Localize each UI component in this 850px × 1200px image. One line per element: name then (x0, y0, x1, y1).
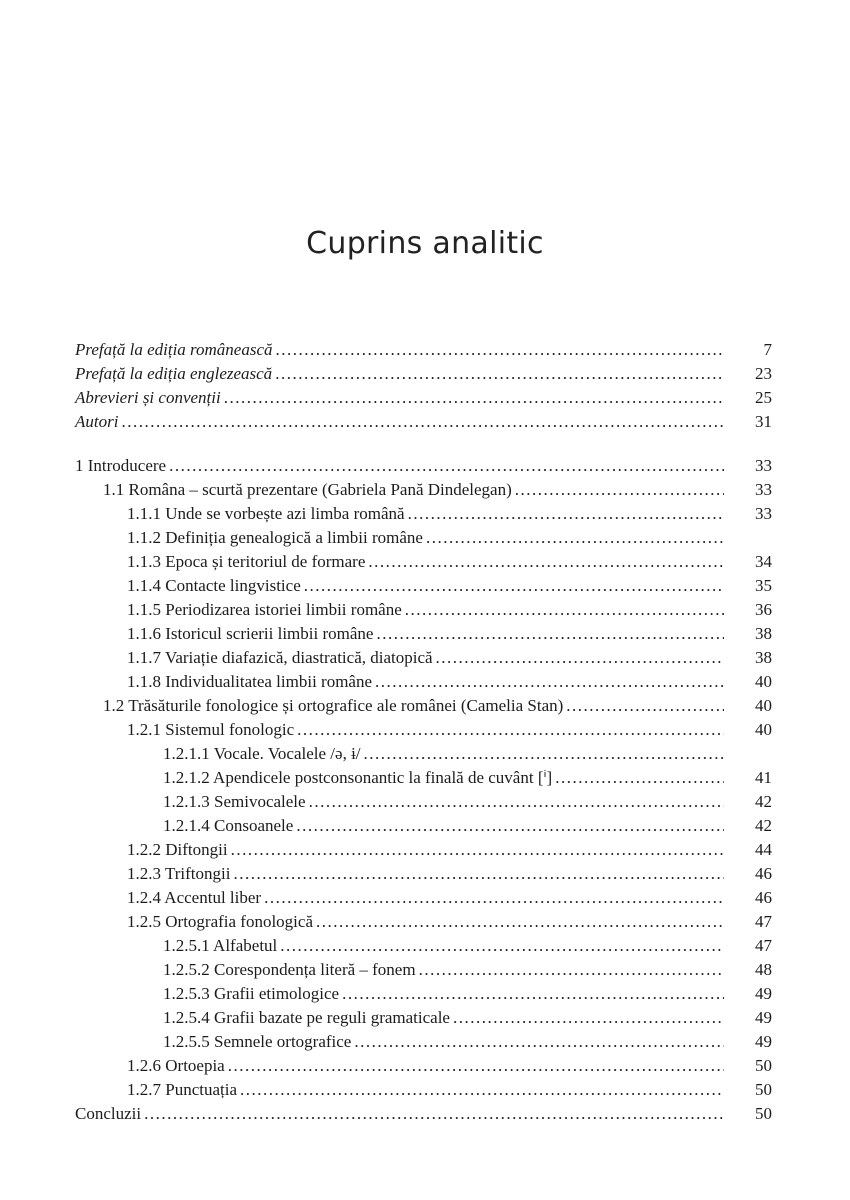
dot-leader (364, 742, 724, 766)
toc-entry-page: 7 (763, 340, 772, 359)
toc-entry-page: 49 (755, 984, 772, 1003)
toc-entry-page: 33 (755, 456, 772, 475)
toc-entry (75, 694, 772, 718)
toc-entry-page: 49 (755, 1032, 772, 1051)
dot-leader (515, 478, 724, 502)
toc-entry-label: Prefață la ediția românească (75, 340, 273, 359)
toc-entry-label: 1.2.6 Ortoepia (127, 1056, 225, 1075)
toc-entry-label: Abrevieri și convenții (75, 388, 221, 407)
toc-entry (75, 622, 772, 646)
toc-entry-page: 47 (755, 912, 772, 931)
dot-leader (280, 934, 724, 958)
toc-entry-label: 1.2.4 Accentul liber (127, 888, 262, 907)
dot-leader (296, 814, 724, 838)
page-title: Cuprins analitic (306, 226, 544, 261)
toc-entry-label: 1.1 Româna – scurtă prezentare (Gabriela Pană Dindelegan) (103, 480, 512, 499)
dot-leader (375, 670, 724, 694)
dot-leader (376, 622, 724, 646)
dot-leader (304, 574, 724, 598)
toc-entry-label: Autori (75, 412, 119, 431)
toc-entry-page: 50 (755, 1104, 772, 1123)
toc-entry (75, 410, 772, 434)
toc-entry-page: 23 (755, 364, 772, 383)
toc-entry-label: 1.2.7 Punctuația (127, 1080, 238, 1099)
dot-leader (566, 694, 724, 718)
toc-entry-label: 1.2.5.4 Grafii bazate pe reguli gramaticale (163, 1008, 450, 1027)
toc-entry-label: 1.2.2 Diftongii (127, 840, 228, 859)
toc-entry (75, 598, 772, 622)
toc-entry (75, 982, 772, 1006)
toc-entry (75, 790, 772, 814)
toc-entry-label: 1.2.1.2 Apendicele postconsonantic la finală de cuvânt [ⁱ] (163, 768, 553, 787)
toc-entry-page: 40 (755, 672, 772, 691)
dot-leader (408, 502, 724, 526)
dot-leader (276, 338, 724, 362)
toc-entry-label: 1.2.5.1 Alfabetul (163, 936, 278, 955)
toc-entry (75, 454, 772, 478)
toc-entry-page: 42 (755, 816, 772, 835)
toc-entry (75, 386, 772, 410)
toc-entry-page: 50 (755, 1056, 772, 1075)
dot-leader (224, 386, 724, 410)
toc-entry (75, 838, 772, 862)
dot-leader (426, 526, 724, 550)
toc-entry (75, 1030, 772, 1054)
toc-entry-page: 36 (755, 600, 772, 619)
dot-leader (240, 1078, 724, 1102)
dot-leader (169, 454, 724, 478)
dot-leader (144, 1102, 724, 1126)
toc-entry (75, 814, 772, 838)
toc-entry-label: 1.2.1.4 Consoanele (163, 816, 294, 835)
toc-entry (75, 718, 772, 742)
toc-entry (75, 550, 772, 574)
toc-entry-page: 38 (755, 648, 772, 667)
toc-entry-page: 33 (755, 480, 772, 499)
toc-entry-label: 1.1.3 Epoca și teritoriul de formare (127, 552, 366, 571)
dot-leader (436, 646, 724, 670)
toc-entry (75, 886, 772, 910)
toc-list (75, 338, 772, 1126)
toc-entry-label: 1.1.6 Istoricul scrierii limbii române (127, 624, 374, 643)
dot-leader (354, 1030, 724, 1054)
toc-entry-label: 1.1.7 Variație diafazică, diastratică, diatopică (127, 648, 433, 667)
toc-entry (75, 934, 772, 958)
toc-entry-page: 42 (755, 792, 772, 811)
toc-entry-label: 1.2.5.3 Grafii etimologice (163, 984, 340, 1003)
toc-entry-page: 31 (755, 412, 772, 431)
toc-entry (75, 1006, 772, 1030)
dot-leader (309, 790, 724, 814)
toc-entry (75, 1054, 772, 1078)
toc-entry-label: 1.2.3 Triftongii (127, 864, 231, 883)
toc-entry-page: 34 (755, 552, 772, 571)
dot-leader (419, 958, 724, 982)
toc-entry-label: 1 Introducere (75, 456, 167, 475)
toc-entry-page: 44 (755, 840, 772, 859)
toc-entry-label: 1.2.1 Sistemul fonologic (127, 720, 295, 739)
toc-entry (75, 1078, 772, 1102)
toc-entry-label: 1.1.8 Individualitatea limbii române (127, 672, 373, 691)
toc-entry (75, 766, 772, 790)
dot-leader (297, 718, 724, 742)
toc-entry-label: 1.1.5 Periodizarea istoriei limbii române (127, 600, 402, 619)
toc-entry-page: 35 (755, 576, 772, 595)
toc-entry-label: Prefață la ediția englezească (75, 364, 273, 383)
toc-entry-page: 41 (755, 768, 772, 787)
toc-entry-label: 1.2.5.5 Semnele ortografice (163, 1032, 352, 1051)
toc-entry-label: 1.2 Trăsăturile fonologice și ortografice ale românei (Camelia Stan) (103, 696, 564, 715)
toc-entry (75, 478, 772, 502)
dot-leader (264, 886, 724, 910)
toc-entry (75, 526, 772, 550)
toc-entry (75, 574, 772, 598)
dot-leader (368, 550, 724, 574)
toc-entry-label: 1.1.4 Contacte lingvistice (127, 576, 301, 595)
dot-leader (316, 910, 724, 934)
toc-entry-page: 40 (755, 720, 772, 739)
toc-entry-page: 48 (755, 960, 772, 979)
toc-entry (75, 1102, 772, 1126)
toc-entry-label: 1.1.1 Unde se vorbește azi limba română (127, 504, 405, 523)
toc-entry (75, 646, 772, 670)
toc-entry-page: 46 (755, 864, 772, 883)
toc-entry-page: 38 (755, 624, 772, 643)
toc-entry (75, 362, 772, 386)
toc-entry (75, 910, 772, 934)
toc-entry-page: 40 (755, 696, 772, 715)
toc-entry-page: 46 (755, 888, 772, 907)
toc-entry (75, 742, 772, 766)
toc-entry-page: 25 (755, 388, 772, 407)
toc-entry-label: 1.2.5.2 Corespondența literă – fonem (163, 960, 416, 979)
toc-entry-page: 47 (755, 936, 772, 955)
dot-leader (228, 1054, 724, 1078)
dot-leader (275, 362, 724, 386)
toc-entry (75, 338, 772, 362)
toc-entry (75, 958, 772, 982)
dot-leader (342, 982, 724, 1006)
dot-leader (453, 1006, 724, 1030)
toc-entry-page: 49 (755, 1008, 772, 1027)
toc-entry-label: 1.1.2 Definiția genealogică a limbii române (127, 528, 423, 547)
dot-leader (405, 598, 724, 622)
toc-entry (75, 502, 772, 526)
toc-entry-page: 50 (755, 1080, 772, 1099)
toc-entry (75, 862, 772, 886)
toc-entry-label: 1.2.5 Ortografia fonologică (127, 912, 313, 931)
dot-leader (231, 838, 724, 862)
dot-leader (555, 766, 724, 790)
toc-entry-label: 1.2.1.1 Vocale. Vocalele /ə, ɨ/ (163, 744, 361, 763)
dot-leader (121, 410, 724, 434)
dot-leader (233, 862, 724, 886)
toc-entry-page: 33 (755, 504, 772, 523)
toc-entry-label: 1.2.1.3 Semivocalele (163, 792, 306, 811)
toc-entry (75, 670, 772, 694)
toc-entry-label: Concluzii (75, 1104, 142, 1123)
